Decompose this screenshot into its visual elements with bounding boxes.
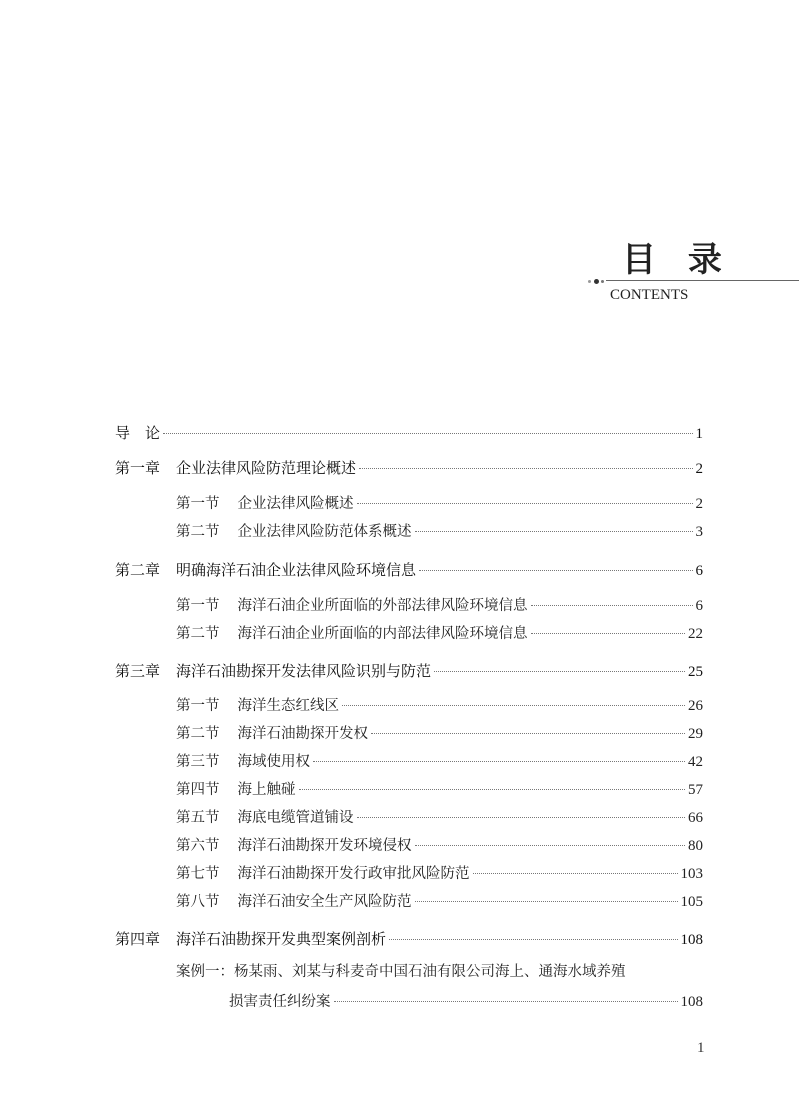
toc-entry-section[interactable] xyxy=(176,520,703,544)
section-title: 企业法律风险防范体系概述 xyxy=(237,524,412,540)
dot-leader xyxy=(334,1001,678,1002)
entry-page: 66 xyxy=(688,810,703,826)
toc-entry-section[interactable] xyxy=(176,862,703,886)
section-number: 第一节 xyxy=(176,496,220,512)
dot-leader xyxy=(313,761,685,762)
section-title: 海洋石油企业所面临的外部法律风险环境信息 xyxy=(237,598,528,614)
dot-leader xyxy=(163,433,692,434)
dot-leader xyxy=(415,845,686,846)
decorative-dot xyxy=(594,279,599,284)
chapter-title: 海洋石油勘探开发典型案例剖析 xyxy=(176,930,387,948)
entry-page: 108 xyxy=(680,932,703,948)
toc-entry-chapter[interactable] xyxy=(115,659,703,683)
dot-leader xyxy=(299,789,686,790)
section-title: 海洋石油安全生产风险防范 xyxy=(237,894,412,910)
entry-page: 25 xyxy=(688,664,703,680)
toc-entry-chapter[interactable] xyxy=(115,558,703,582)
chapter-number: 第一章 xyxy=(115,459,161,477)
dot-leader xyxy=(415,531,693,532)
toc-entry-intro[interactable] xyxy=(115,421,703,445)
toc-entry-section[interactable] xyxy=(176,694,703,718)
section-number: 第六节 xyxy=(176,838,220,854)
case-entry-line1[interactable]: 案例一：杨某雨、刘某与科麦奇中国石油有限公司海上、通海水域养殖 xyxy=(176,964,626,980)
dot-leader xyxy=(359,468,692,469)
section-title: 海底电缆管道铺设 xyxy=(237,810,354,826)
dot-leader xyxy=(419,570,692,571)
toc-entry-chapter[interactable] xyxy=(115,927,703,951)
entry-page: 57 xyxy=(688,782,703,798)
entry-page: 105 xyxy=(680,894,703,910)
section-number: 第一节 xyxy=(176,698,220,714)
decorative-dot xyxy=(588,280,591,283)
page-title: 目 录 xyxy=(622,240,732,280)
toc-entry-section[interactable] xyxy=(176,594,703,618)
section-title: 海洋石油企业所面临的内部法律风险环境信息 xyxy=(237,626,528,642)
page-number: 1 xyxy=(697,1040,705,1056)
chapter-number: 第三章 xyxy=(115,662,161,680)
toc-entry-section[interactable] xyxy=(176,722,703,746)
dot-leader xyxy=(342,705,685,706)
section-title: 海上触碰 xyxy=(237,782,296,798)
dot-leader xyxy=(389,939,677,940)
entry-page: 108 xyxy=(680,994,703,1010)
section-number: 第五节 xyxy=(176,810,220,826)
section-number: 第四节 xyxy=(176,782,220,798)
dot-leader xyxy=(531,605,693,606)
entry-page: 29 xyxy=(688,726,703,742)
entry-page: 22 xyxy=(688,626,703,642)
entry-page: 103 xyxy=(680,866,703,882)
dot-leader xyxy=(473,873,678,874)
toc-entry-section[interactable] xyxy=(176,806,703,830)
dot-leader xyxy=(357,503,693,504)
section-number: 第七节 xyxy=(176,866,220,882)
dot-leader xyxy=(415,901,678,902)
toc-entry-section[interactable] xyxy=(176,750,703,774)
entry-page: 6 xyxy=(695,598,703,614)
entry-page: 2 xyxy=(695,496,703,512)
section-number: 第八节 xyxy=(176,894,220,910)
toc-entry-section[interactable] xyxy=(176,890,703,914)
entry-page: 42 xyxy=(688,754,703,770)
chapter-number: 第四章 xyxy=(115,930,161,948)
entry-label: 导 论 xyxy=(115,424,161,442)
section-number: 第二节 xyxy=(176,726,220,742)
entry-page: 3 xyxy=(695,524,703,540)
entry-page: 2 xyxy=(695,461,703,477)
entry-page: 1 xyxy=(695,426,703,442)
case-title-continued: 损害责任纠纷案 xyxy=(229,994,331,1010)
section-title: 海洋石油勘探开发环境侵权 xyxy=(237,838,412,854)
toc-entry-section[interactable] xyxy=(176,622,703,646)
dot-leader xyxy=(531,633,686,634)
decorative-dot xyxy=(601,280,604,283)
toc-entry-case[interactable] xyxy=(229,990,703,1014)
section-number: 第二节 xyxy=(176,524,220,540)
dot-leader xyxy=(357,817,686,818)
entry-page: 26 xyxy=(688,698,703,714)
page-subtitle: CONTENTS xyxy=(610,287,689,303)
section-title: 企业法律风险概述 xyxy=(237,496,354,512)
entry-page: 80 xyxy=(688,838,703,854)
chapter-title: 明确海洋石油企业法律风险环境信息 xyxy=(176,561,417,579)
entry-page: 6 xyxy=(695,563,703,579)
contents-header xyxy=(0,0,799,320)
chapter-number: 第二章 xyxy=(115,561,161,579)
section-number: 第一节 xyxy=(176,598,220,614)
toc-entry-section[interactable] xyxy=(176,492,703,516)
section-number: 第三节 xyxy=(176,754,220,770)
section-title: 海域使用权 xyxy=(237,754,310,770)
title-rule xyxy=(606,280,799,281)
chapter-title: 企业法律风险防范理论概述 xyxy=(176,459,357,477)
section-number: 第二节 xyxy=(176,626,220,642)
toc-entry-section[interactable] xyxy=(176,834,703,858)
section-title: 海洋石油勘探开发行政审批风险防范 xyxy=(237,866,470,882)
section-title: 海洋生态红线区 xyxy=(237,698,339,714)
section-title: 海洋石油勘探开发权 xyxy=(237,726,368,742)
dot-leader xyxy=(434,671,685,672)
chapter-title: 海洋石油勘探开发法律风险识别与防范 xyxy=(176,662,432,680)
toc-entry-chapter[interactable] xyxy=(115,456,703,480)
toc-entry-section[interactable] xyxy=(176,778,703,802)
dot-leader xyxy=(371,733,685,734)
